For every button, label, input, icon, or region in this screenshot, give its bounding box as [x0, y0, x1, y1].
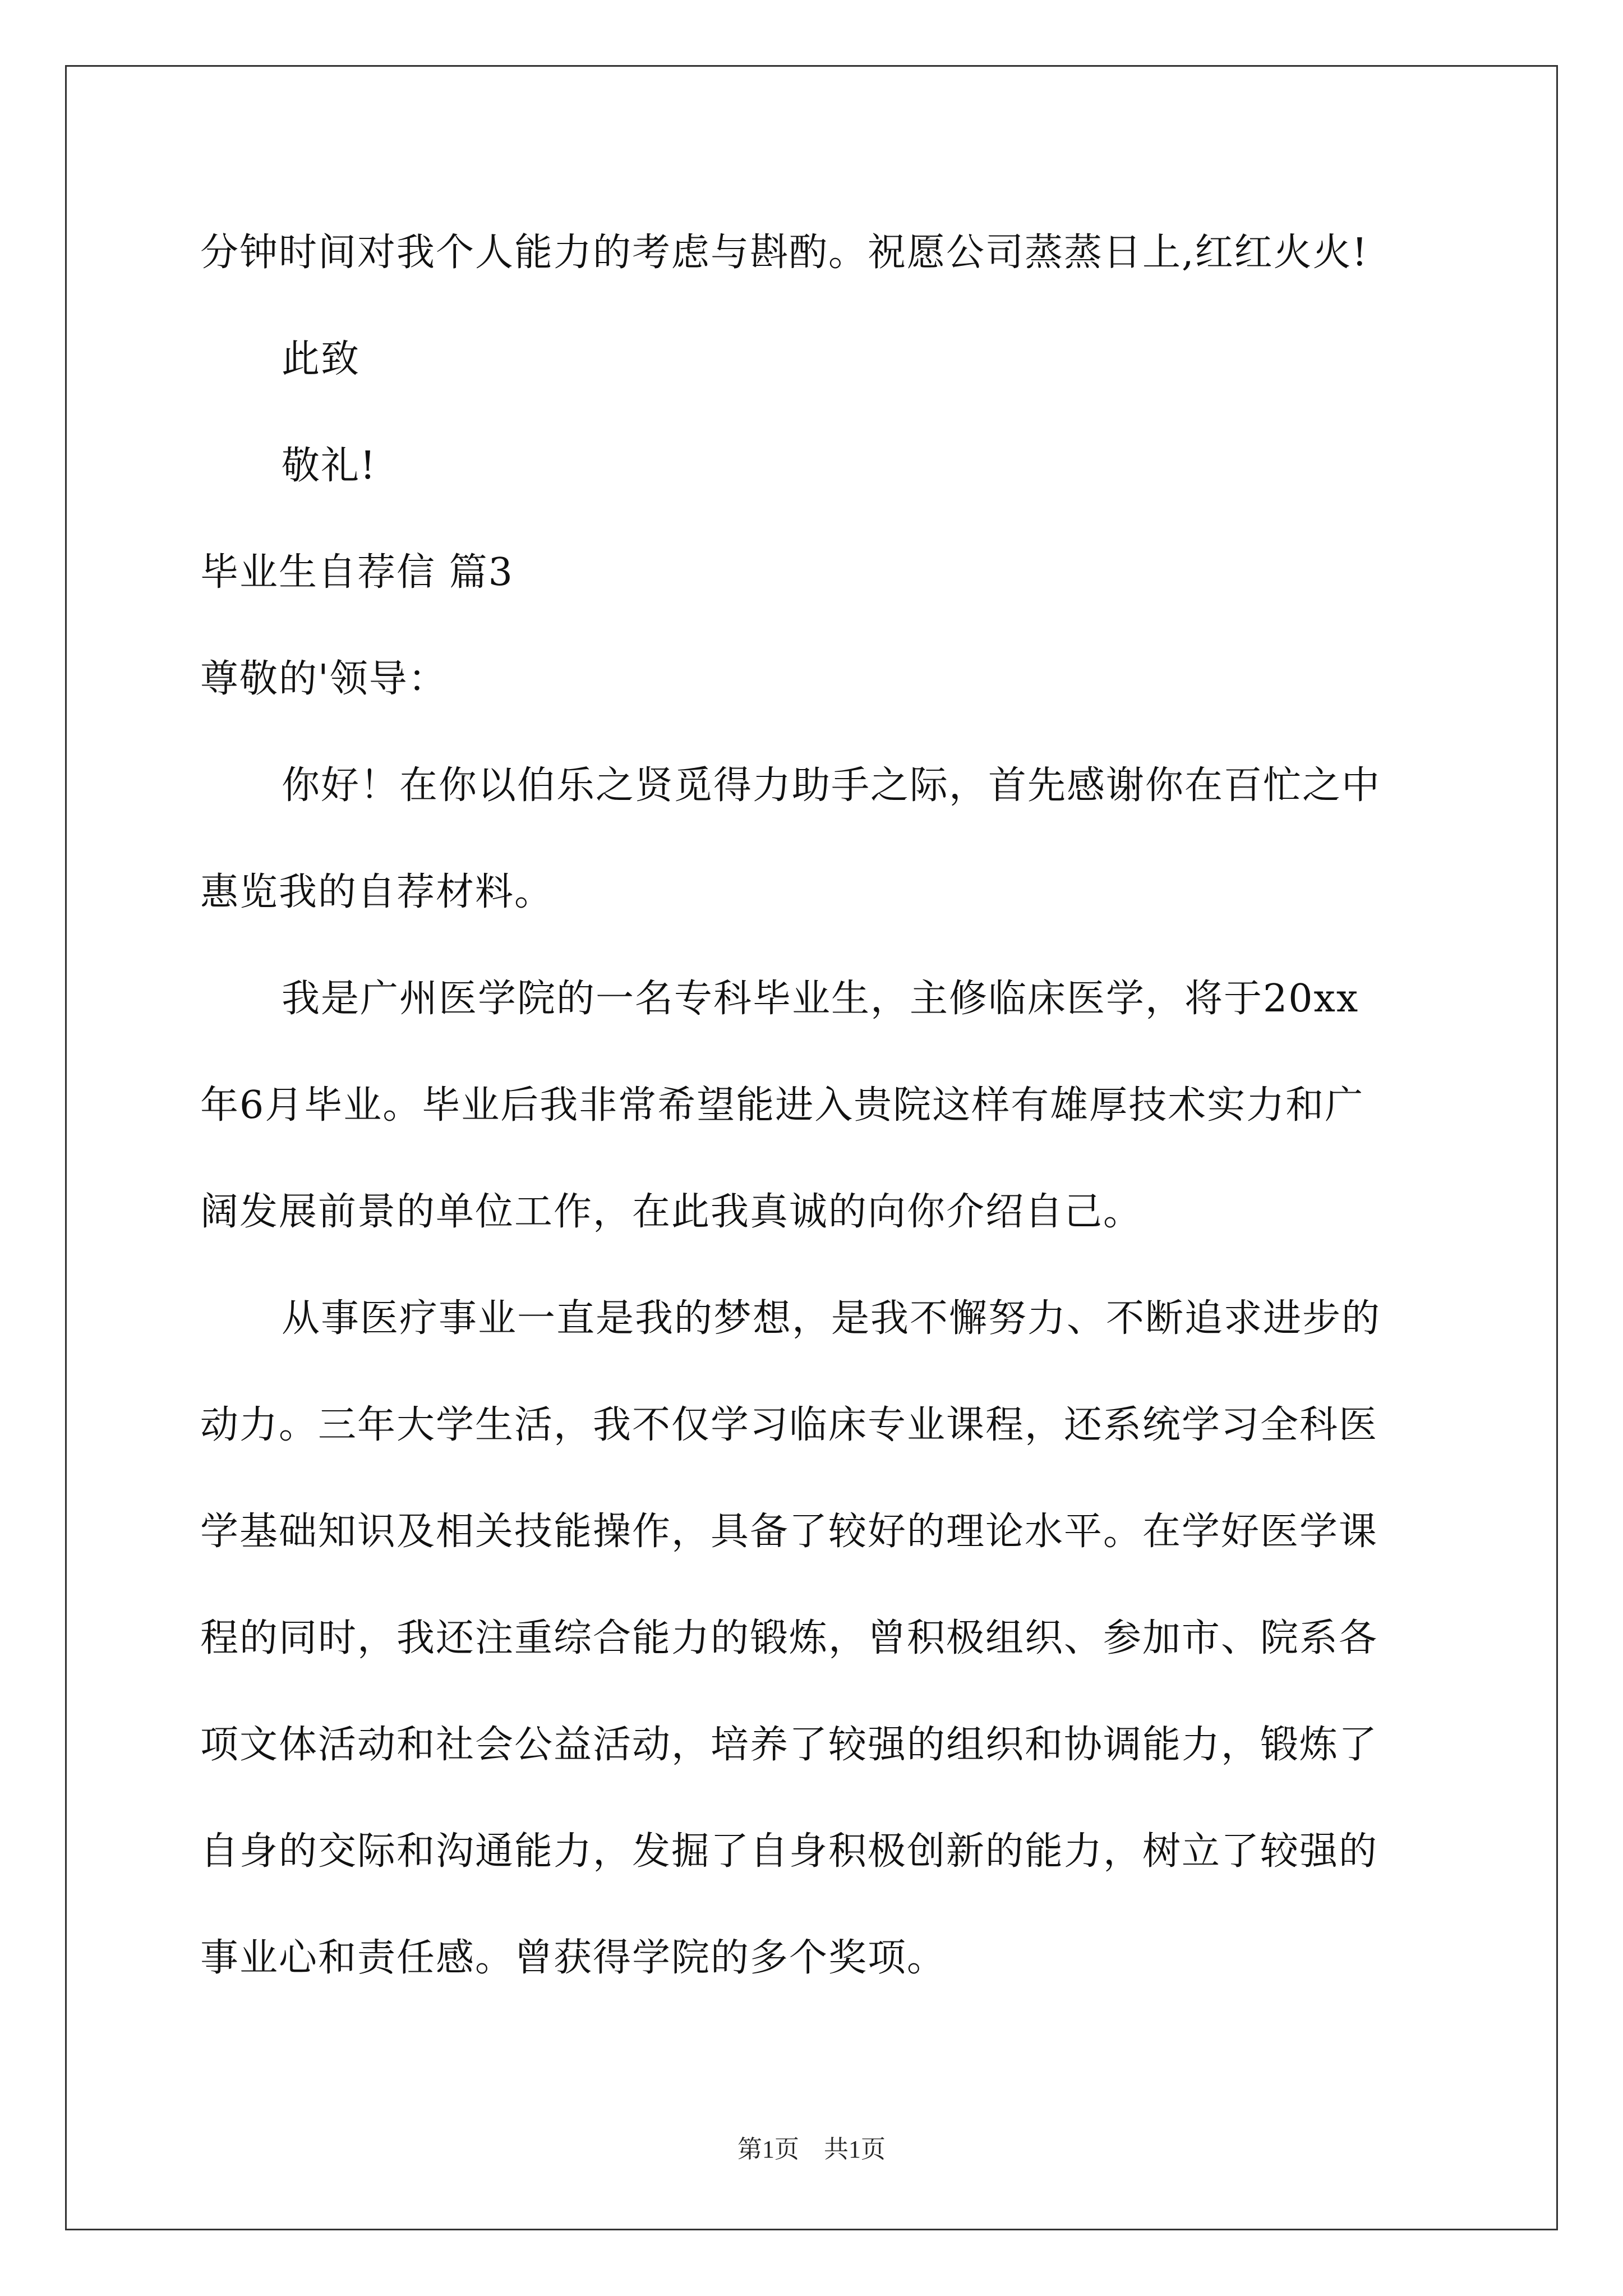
text-line: 自身的交际和沟通能力，发掘了自身积极创新的能力，树立了较强的	[200, 1829, 1378, 1874]
text-line: 项文体活动和社会公益活动，培养了较强的组织和协调能力，锻炼了	[200, 1723, 1378, 1767]
text-line: 学基础知识及相关技能操作，具备了较好的理论水平。在学好医学课	[200, 1510, 1378, 1554]
text-line: 阔发展前景的单位工作，在此我真诚的向你介绍自己。	[200, 1190, 1143, 1234]
closing-phrase: 此致	[282, 337, 361, 381]
text-line: 我是广州医学院的一名专科毕业生，主修临床医学，将于20xx	[282, 977, 1359, 1021]
greeting: 尊敬的'领导：	[200, 657, 448, 701]
page-border	[65, 65, 1558, 2230]
text-line: 程的同时，我还注重综合能力的锻炼，曾积极组织、参加市、院系各	[200, 1616, 1378, 1660]
text-line: 惠览我的自荐材料。	[200, 870, 554, 914]
text-line: 事业心和责任感。曾获得学院的多个奖项。	[200, 1936, 947, 1980]
text-line: 从事医疗事业一直是我的梦想，是我不懈努力、不断追求进步的	[282, 1296, 1381, 1341]
text-line: 年6月毕业。毕业后我非常希望能进入贵院这样有雄厚技术实力和广	[200, 1083, 1364, 1128]
text-line: 分钟时间对我个人能力的考虑与斟酌。祝愿公司蒸蒸日上,红红火火!	[200, 231, 1368, 275]
closing-salutation: 敬礼!	[282, 444, 377, 488]
section-heading: 毕业生自荐信 篇3	[200, 550, 514, 595]
page-footer: 第1页 共1页	[737, 2136, 886, 2163]
text-line: 动力。三年大学生活，我不仅学习临床专业课程，还系统学习全科医	[200, 1403, 1378, 1447]
text-line: 你好！在你以伯乐之贤觅得力助手之际，首先感谢你在百忙之中	[282, 763, 1381, 808]
